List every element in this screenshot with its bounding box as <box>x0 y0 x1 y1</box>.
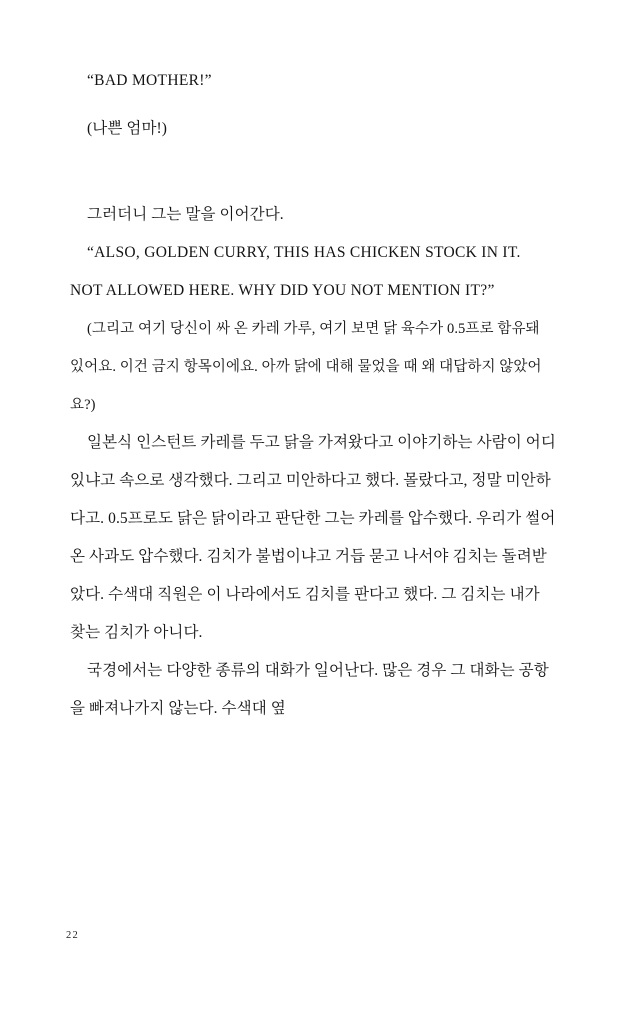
page-body <box>70 62 557 728</box>
quote-golden-curry: “ALSO, GOLDEN CURRY, THIS HAS CHICKEN STOCK IN IT. NOT ALLOWED HERE. WHY DID YOU NOT MENTION IT?” <box>70 244 521 299</box>
paragraph-border-talk: 국경에서는 다양한 종류의 대화가 일어난다. 많은 경우 그 대화는 공항을 빠져나가지 않는다. 수색대 옆 <box>70 662 549 717</box>
spacer <box>70 148 557 196</box>
spacer <box>70 100 557 110</box>
quote-bad-mother: “BAD MOTHER!” <box>87 72 212 89</box>
paragraph-he-continues: 그러더니 그는 말을 이어간다. <box>87 206 284 223</box>
page-number: 22 <box>66 930 79 941</box>
translation-bad-mother: (나쁜 엄마!) <box>87 120 168 137</box>
paragraph-curry-story: 일본식 인스턴트 카레를 두고 닭을 가져왔다고 이야기하는 사람이 어디 있냐고 속으로 생각했다. 그리고 미안하다고 했다. 몰랐다고, 정말 미안하다고. 0.5프로도 닭은 닭이라고 판단한 그는 카레를 압수했다. 우리가 썰어 온 사과도 압수했다. 김치가 불법이냐고 거듭 묻고 나서야 김치는 돌려받았다. 수색대 직원은 이 나라에서도 김치를 판다고 했다. 그 김치는 내가 찾는 김치가 아니다. <box>70 434 556 641</box>
translation-golden-curry: (그리고 여기 당신이 싸 온 카레 가루, 여기 보면 닭 육수가 0.5프로 함유돼 있어요. 이건 금지 항목이에요. 아까 닭에 대해 물었을 때 왜 대답하지 않았어요?) <box>70 321 542 413</box>
